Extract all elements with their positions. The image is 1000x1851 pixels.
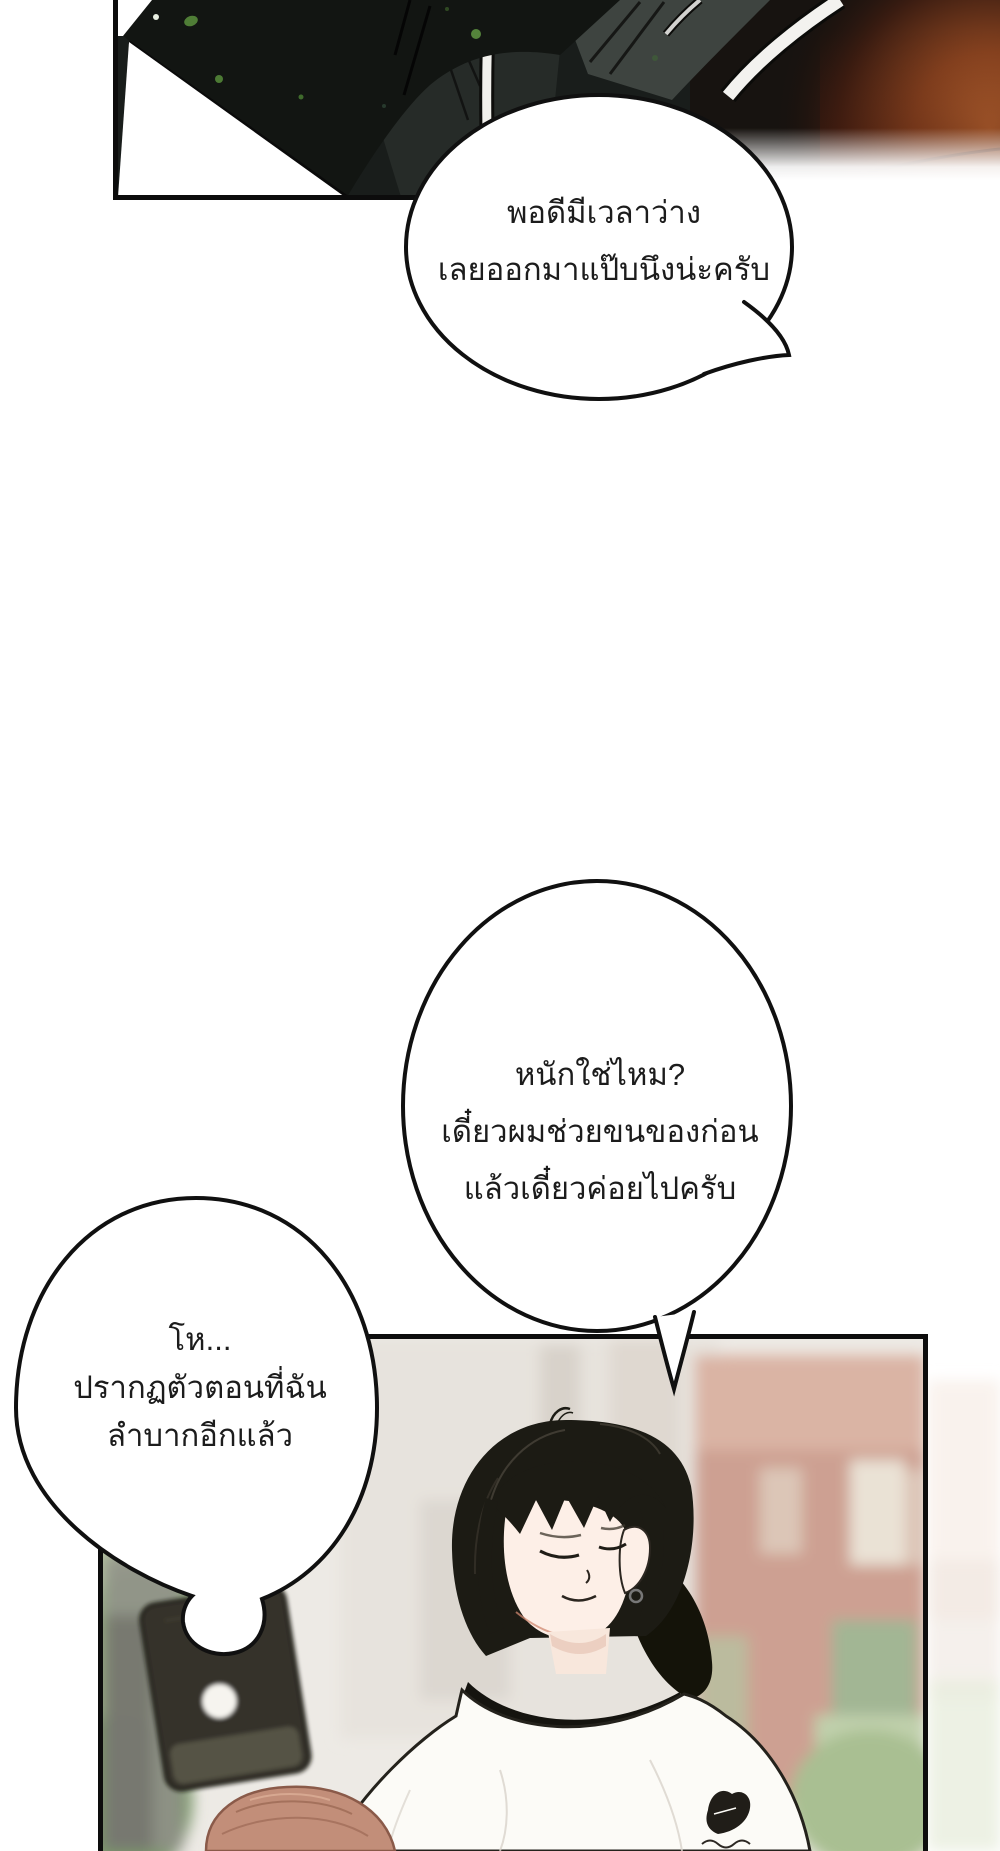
bubble-2-line-3: แล้วเดี๋ยวค่อยไปครับ — [463, 1171, 737, 1206]
bubble-3-line-3: ลำบากอีกแล้ว — [106, 1418, 294, 1453]
speech-bubble-2-shape — [403, 881, 791, 1331]
bubble-2-line-1: หนักใช่ไหม? — [514, 1057, 686, 1092]
background-bleed — [928, 1380, 1000, 1851]
bubble-1-line-1: พอดีมีเวลาว่าง — [507, 195, 701, 230]
bubble-3-line-2: ปรากฏตัวตอนที่ฉัน — [73, 1370, 327, 1405]
bubble-2-line-2: เดี๋ยวผมช่วยขนของก่อน — [441, 1114, 759, 1149]
bubble-1-line-2: เลยออกมาแป๊บนึงน่ะครับ — [437, 252, 771, 287]
speech-bubble-3 — [0, 1180, 400, 1670]
speech-bubble-2-tail — [655, 1312, 694, 1389]
speech-bubble-2 — [390, 870, 810, 1410]
bubble-3-line-1: โห... — [168, 1322, 232, 1357]
speech-bubble-1 — [375, 75, 815, 410]
speech-bubble-3-shape — [16, 1198, 377, 1654]
